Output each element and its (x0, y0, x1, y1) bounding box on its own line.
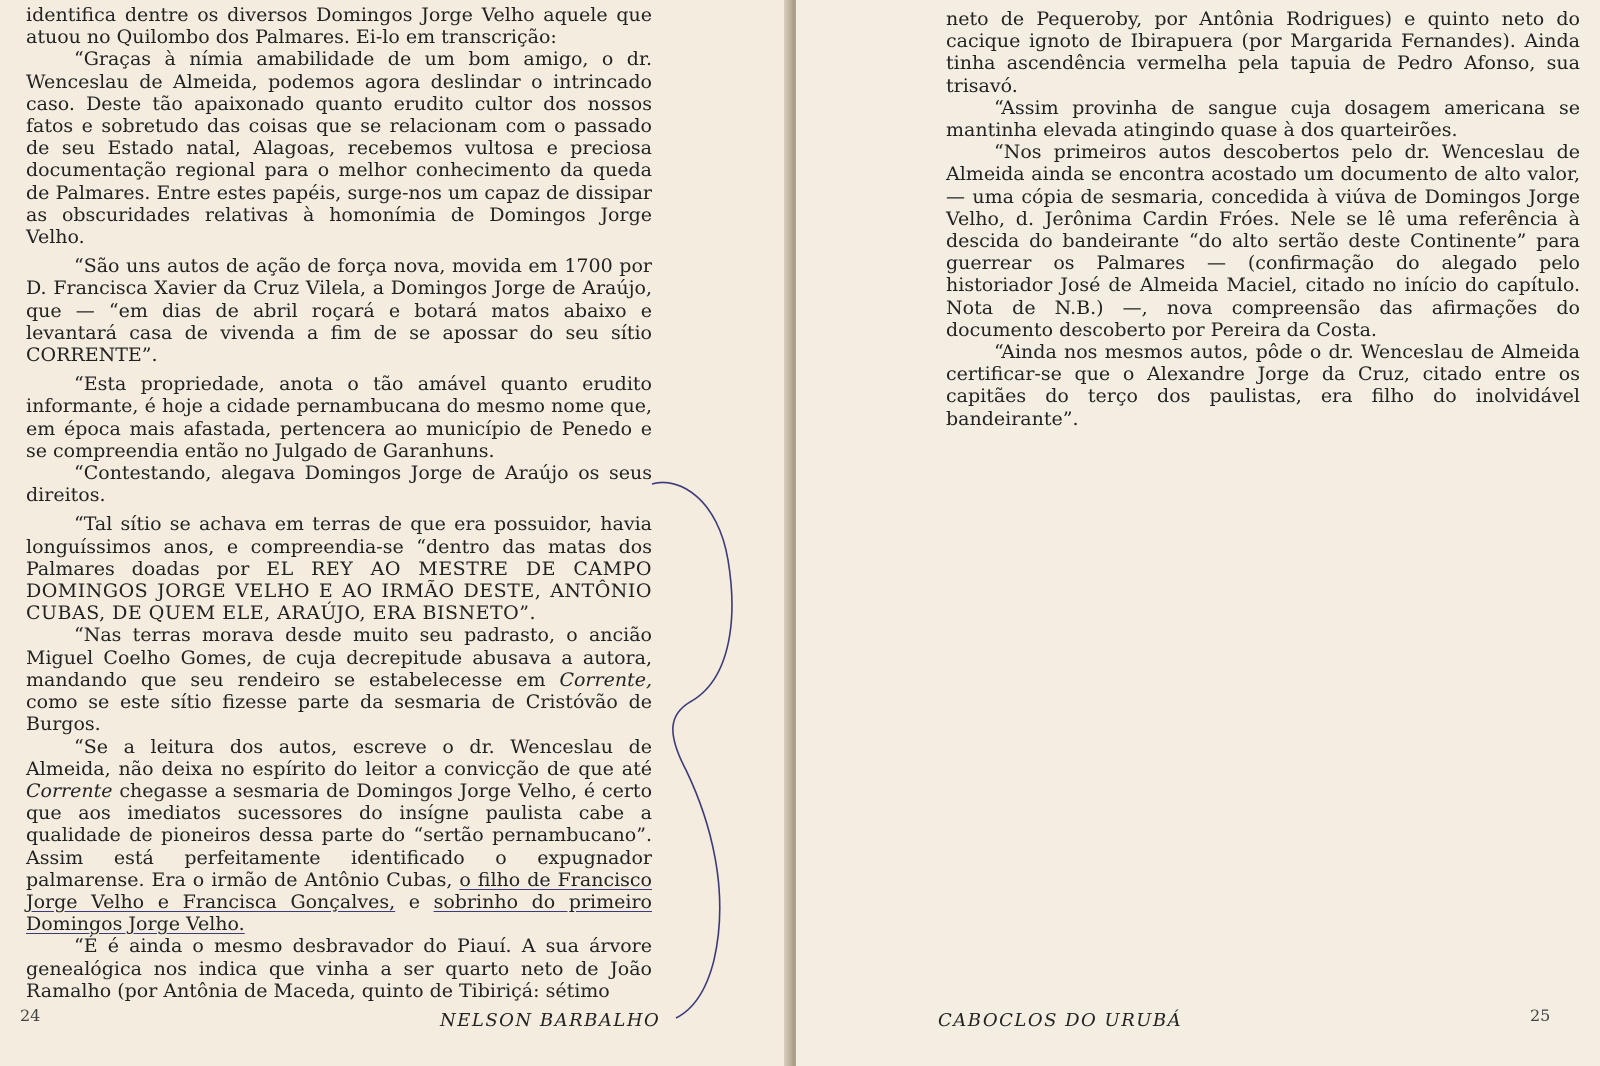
paragraph-text: e (408, 890, 420, 913)
paragraph-text: “Tal sítio se achava em terras de que era possuidor, havia longuíssimos anos, e compreendia-se “dentro das matas dos Palmares doadas por (26, 513, 652, 580)
italic-place-name: Corrente, (559, 668, 652, 691)
right-page-text (946, 8, 1580, 430)
paragraph (26, 513, 652, 624)
paragraph-text: “Se a leitura dos autos, escreve o dr. Wenceslau de Almeida, não deixa no espírito do leitor a convicção de que até (26, 735, 652, 780)
paragraph: “Esta propriedade, anota o tão amável quanto erudito informante, é hoje a cidade pernambucana do mesmo nome que, em época mais afastada, pertencera ao município de Penedo e se compreendia então no Julgado de Garanhuns. (26, 373, 652, 462)
running-footer: CABOCLOS DO URUBÁ (938, 1010, 1183, 1031)
paragraph-text: “Nas terras morava desde muito seu padrasto, o ancião Miguel Coelho Gomes, de cuja decrepitude abusava a autora, mandando que seu rendeiro se estabelecesse em (26, 624, 652, 691)
paragraph: “Nos primeiros autos descobertos pelo dr. Wenceslau de Almeida ainda se encontra acostado um documento de alto valor, — uma cópia de sesmaria, concedida à viúva de Domingos Jorge Velho, d. Jerônima Cardin Fróes. Nele se lê uma referência à descida do bandeirante “do alto sertão deste Continente” para guerrear os Palmares — (confirmação do alegado pelo historiador José de Almeida Maciel, citado no início do capítulo. Nota de N.B.) —, nova compreensão das afirmações do documento descoberto por Pereira da Costa. (946, 141, 1580, 341)
paragraph: neto de Pequeroby, por Antônia Rodrigues) e quinto neto do cacique ignoto de Ibirapuera (por Margarida Fernandes). Ainda tinha ascendência vermelha pela tapuia de Pedro Afonso, sua trisavó. (946, 8, 1580, 97)
left-page-text (26, 4, 652, 1002)
underlined-text: sobrinho do primeiro Domingos Jorge Velho. (26, 890, 652, 936)
paragraph: “Graças à nímia amabilidade de um bom amigo, o dr. Wenceslau de Almeida, podemos agora deslindar o intrincado caso. Deste tão apaixonado quanto erudito cultor dos nossos fatos e sobretudo das coisas que se relacionam com o passado de seu Estado natal, Alagoas, recebemos vultosa e preciosa documentação regional para o melhor conhecimento da queda de Palmares. Entre estes papéis, surge-nos um capaz de dissipar as obscuridades relativas à homonímia de Domingos Jorge Velho. (26, 48, 652, 249)
paragraph: “Assim provinha de sangue cuja dosagem americana se mantinha elevada atingindo quase à dos quarteirões. (946, 96, 1580, 142)
page-number: 25 (1530, 1006, 1551, 1025)
paragraph: “Contestando, alegava Domingos Jorge de Araújo os seus direitos. (26, 462, 652, 507)
paragraph (26, 624, 652, 735)
handwritten-brace-mark (640, 470, 750, 1030)
paragraph: “É é ainda o mesmo desbravador do Piauí. A sua árvore genealógica nos indica que vinha a ser quarto neto de João Ramalho (por Antônia de Maceda, quinto de Tibiriçá: sétimo (26, 935, 652, 1002)
paragraph (26, 736, 652, 936)
running-footer: NELSON BARBALHO (440, 1010, 661, 1031)
capitalized-quote: EL REY AO MESTRE DE CAMPO DOMINGOS JORGE VELHO E AO IRMÃO DESTE, ANTÔNIO CUBAS, DE QUEM ELE, ARAÚJO, ERA BISNETO”. (26, 557, 652, 625)
paragraph: “Ainda nos mesmos autos, pôde o dr. Wenceslau de Almeida certificar-se que o Alexandre Jorge da Cruz, citado entre os capitães do terço dos paulistas, era filho do inolvidável bandeirante”. (946, 341, 1580, 430)
italic-place-name: Corrente (26, 779, 113, 802)
paragraph-text: como se este sítio fizesse parte da sesmaria de Cristóvão de Burgos. (26, 691, 652, 736)
paragraph: identifica dentre os diversos Domingos Jorge Velho aquele que atuou no Quilombo dos Palmares. Ei-lo em transcrição: (26, 4, 652, 49)
paragraph-text: chegasse a sesmaria de Domingos Jorge Velho, é certo que aos imediatos sucessores do insígne paulista cabe a qualidade de pioneiros dessa parte do “sertão pernambucano”. Assim está perfeitamente identificado o expugnador palmarense. Era o irmão de Antônio Cubas, (26, 779, 653, 891)
right-page (796, 0, 1600, 1066)
page-number: 24 (20, 1006, 41, 1025)
underlined-text: o filho de Francisco Jorge Velho e Francisca Gonçalves, (26, 868, 652, 913)
left-page (0, 0, 790, 1066)
paragraph: “São uns autos de ação de força nova, movida em 1700 por D. Francisca Xavier da Cruz Vilela, a Domingos Jorge de Araújo, que — “em dias de abril roçará e botará matos abaixo e levantará casa de vivenda a fim de se apossar do seu sítio CORRENTE”. (26, 255, 652, 367)
